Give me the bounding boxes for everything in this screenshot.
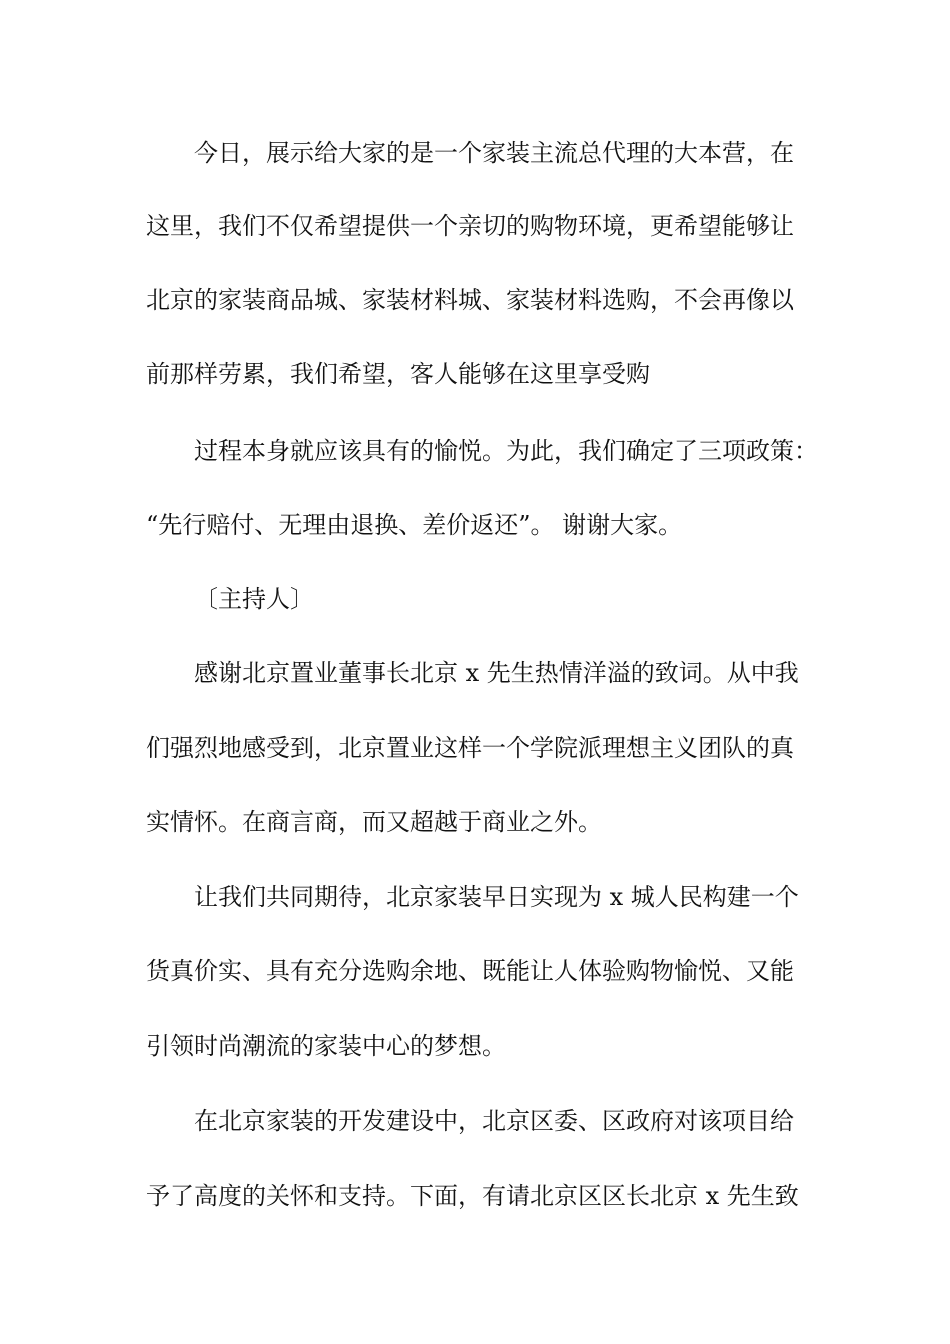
text-line: 引领时尚潮流的家装中心的梦想。 — [146, 1032, 506, 1060]
text-line: 在北京家装的开发建设中，北京区委、区政府对该项目给 — [194, 1107, 794, 1135]
text-line: 这里，我们不仅希望提供一个亲切的购物环境，更希望能够让 — [146, 212, 794, 240]
text-line: 北京的家装商品城、家装材料城、家装材料选购，不会再像以 — [146, 286, 794, 314]
text-line: 予了高度的关怀和支持。下面，有请北京区区长北京 x 先生致 — [146, 1182, 799, 1210]
text-line: 今日，展示给大家的是一个家装主流总代理的大本营，在 — [194, 139, 794, 167]
text-line: “先行赔付、无理由退换、差价返还”。 谢谢大家。 — [146, 511, 683, 539]
text-line: 货真价实、具有充分选购余地、既能让人体验购物愉悦、又能 — [146, 957, 794, 985]
text-line: 实情怀。在商言商，而又超越于商业之外。 — [146, 808, 602, 836]
text-line: 让我们共同期待，北京家装早日实现为 x 城人民构建一个 — [194, 883, 799, 911]
text-line: 们强烈地感受到，北京置业这样一个学院派理想主义团队的真 — [146, 734, 794, 762]
text-line: 过程本身就应该具有的愉悦。为此，我们确定了三项政策： — [194, 437, 818, 465]
speaker-label: 〔主持人〕 — [194, 585, 314, 613]
text-line: 前那样劳累，我们希望，客人能够在这里享受购 — [146, 360, 650, 388]
text-line: 感谢北京置业董事长北京 x 先生热情洋溢的致词。从中我 — [194, 659, 799, 687]
